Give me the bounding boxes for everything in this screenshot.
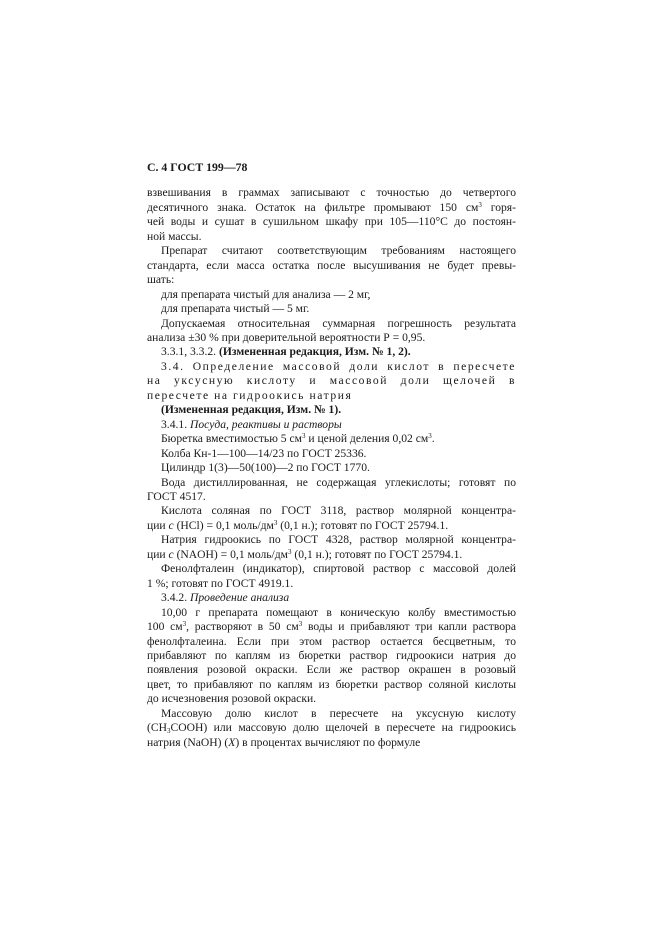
paragraph-15: Натрия гидроокись по ГОСТ 4328, раствор молярной концентра- ции c (NAOH) = 0,1 моль/$дм^3$ (0,1 н.); готовят по ГОСТ 25794.1.	[147, 533, 516, 561]
page-header: С. 4 ГОСТ 199—78	[147, 160, 248, 174]
paragraph-6: 3.3.1, 3.3.2. (Измененная редакция, Изм. № 1, 2).	[161, 345, 411, 359]
paragraph-2: Препарат считают соответствующим требованиям настоящего стандарта, если масса остатка после высушивания не будет превы- шать:	[147, 244, 516, 287]
paragraph-11: Колба Кн-1—100—14/23 по ГОСТ 25336.	[161, 446, 367, 460]
paragraph-5: Допускаемая относительная суммарная погрешность результата анализа ±30 % при доверительной вероятности Р = 0,95.	[147, 316, 516, 344]
paragraph-10: Бюретка вместимостью 5 $см^3$ и ценой деления 0,02 $см^3$.	[161, 432, 435, 446]
paragraph-1: взвешивания в граммах записывают с точностью до четвертого десятичного знака. Остаток на фильтре промывают 150 $см^3$ горя- чей воды и сушат в сушильном шкафу при 105—110°С до постоян- ной массы.	[147, 186, 516, 243]
section-3-4-1: 3.4.1. Посуда, реактивы и растворы	[161, 417, 342, 431]
paragraph-8: (Измененная редакция, Изм. № 1).	[161, 403, 342, 417]
paragraph-4: для препарата чистый — 5 мг.	[161, 302, 310, 316]
paragraph-18: 10,00 г препарата помещают в коническую колбу вместимостью 100 $см^3$, растворяют в 50 $см^3$ воды и прибавляют три капли раствора фенолфталеина. Если при этом раствор остается бесцветным, то прибавляют по каплям из бюретки раствор гидроокиси натрия до появления розовой окраски. Если же раствор окрашен в розовый цвет, то прибавляют по каплям из бюретки раствор соляной кислоты до исчезновения розовой окраски.	[147, 605, 516, 706]
paragraph-3: для препарата чистый для анализа — 2 мг,	[161, 287, 371, 301]
paragraph-14: Кислота соляная по ГОСТ 3118, раствор молярной концентра- ции c (HCl) = 0,1 моль/$дм^3$ (0,1 н.); готовят по ГОСТ 25794.1.	[147, 504, 516, 532]
document-page	[147, 160, 516, 750]
section-3-4-2: 3.4.2. Проведение анализа	[161, 591, 290, 605]
paragraph-13: Вода дистиллированная, не содержащая углекислоты; готовят по ГОСТ 4517.	[147, 475, 516, 503]
paragraph-12: Цилиндр 1(3)—50(100)—2 по ГОСТ 1770.	[161, 461, 370, 475]
paragraph-16: Фенолфталеин (индикатор), спиртовой раствор с массовой долей 1 %; готовят по ГОСТ 4919.1.	[147, 562, 516, 590]
paragraph-19: Массовую долю кислот в пересчете на уксусную кислоту $(СН_3СООН)$ или массовую долю щелочей в пересчете на гидроокись натрия (NaOH) (X) в процентах вычисляют по формуле	[147, 706, 516, 749]
paragraph-7: 3.4. Определение массовой доли кислот в пересчете на уксусную кислоту и массовой доли щелочей в пересчете на гидроокись натрия	[147, 359, 516, 402]
